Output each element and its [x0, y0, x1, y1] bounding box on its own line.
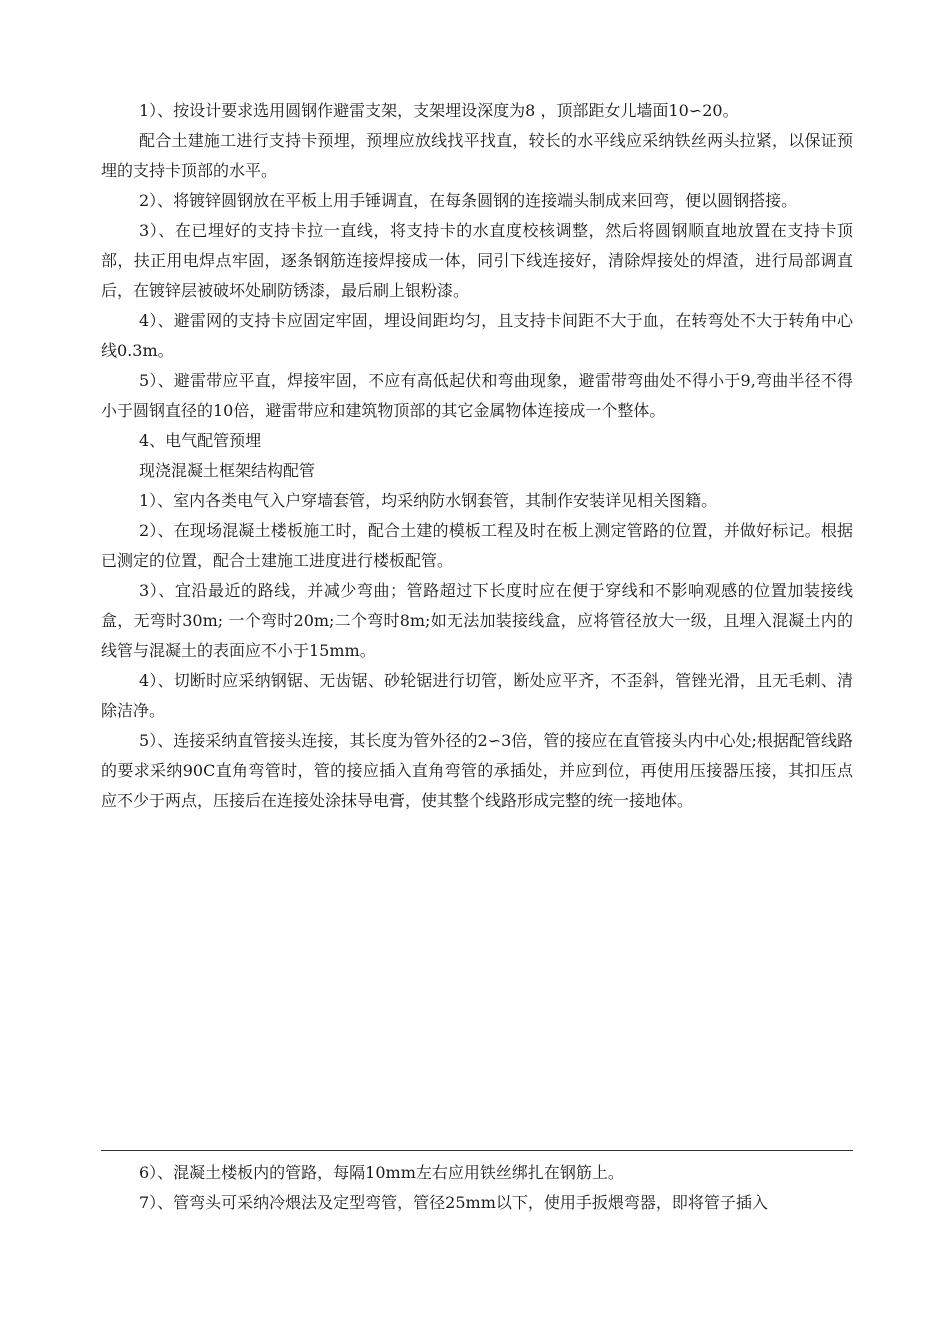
paragraph-7: 1）、室内各类电气入户穿墙套管，均采纳防水钢套管，其制作安装详见相关图籍。	[139, 491, 718, 510]
paragraph-5: 4）、避雷网的支持卡应固定牢固，埋设间距均匀，且支持卡间距不大于血，在转弯处不大于转角中心线0.3m。	[101, 311, 853, 360]
paragraph-8: 2）、在现场混凝土楼板施工时，配合土建的模板工程及时在板上测定管路的位置，并做好标记。根据已测定的位置，配合土建施工进度进行楼板配管。	[101, 521, 853, 570]
document-body-upper	[101, 96, 853, 816]
subsection-heading: 现浇混凝土框架结构配管	[139, 461, 316, 480]
paragraph-13: 7）、管弯头可采纳冷煨法及定型弯管，管径25mm以下，使用手扳煨弯器，即将管子插入	[139, 1193, 768, 1212]
section-heading: 4、电气配管预埋	[139, 431, 262, 450]
page-divider-line	[101, 1150, 853, 1151]
paragraph-9: 3）、宜沿最近的路线，并减少弯曲；管路超过下长度时应在便于穿线和不影响观感的位置加装接线盒，无弯时30m; 一个弯时20m;二个弯时8m;如无法加装接线盒，应将管径放大一级，且埋入混凝土内的线管与混凝土的表面应不小于15mm。	[101, 581, 853, 660]
paragraph-12: 6）、混凝土楼板内的管路，每隔10mm左右应用铁丝绑扎在钢筋上。	[139, 1163, 624, 1182]
paragraph-4: 3）、在已埋好的支持卡拉一直线，将支持卡的水直度校核调整，然后将圆钢顺直地放置在支持卡顶部，扶正用电焊点牢固，逐条钢筋连接焊接成一体，同引下线连接好，清除焊接处的焊渣，进行局部调直后，在镀锌层被破坏处刷防锈漆，最后刷上银粉漆。	[101, 221, 853, 300]
paragraph-10: 4）、切断时应采纳钢锯、无齿锯、砂轮锯进行切管，断处应平齐，不歪斜，管锉光滑，且无毛刺、清除洁净。	[101, 671, 853, 720]
paragraph-2: 配合土建施工进行支持卡预埋，预埋应放线找平找直，较长的水平线应采纳铁丝两头拉紧，以保证预埋的支持卡顶部的水平。	[101, 131, 853, 180]
document-body-lower	[101, 1158, 853, 1218]
paragraph-1: 1）、按设计要求选用圆钢作避雷支架，支架埋设深度为8 ，顶部距女儿墙面10∽20。	[139, 101, 739, 120]
paragraph-6: 5）、避雷带应平直，焊接牢固，不应有高低起伏和弯曲现象，避雷带弯曲处不得小于9,弯曲半径不得小于圆钢直径的10倍，避雷带应和建筑物顶部的其它金属物体连接成一个整体。	[101, 371, 853, 420]
paragraph-3: 2）、将镀锌圆钢放在平板上用手锤调直，在每条圆钢的连接端头制成来回弯，便以圆钢搭接。	[139, 191, 798, 210]
paragraph-11: 5）、连接采纳直管接头连接，其长度为管外径的2∽3倍，管的接应在直管接头内中心处;根据配管线路的要求采纳90C直角弯管时，管的接应插入直角弯管的承插处，并应到位，再使用压接器压接，其扣压点应不少于两点，压接后在连接处涂抹导电膏，使其整个线路形成完整的统一接地体。	[101, 731, 853, 810]
